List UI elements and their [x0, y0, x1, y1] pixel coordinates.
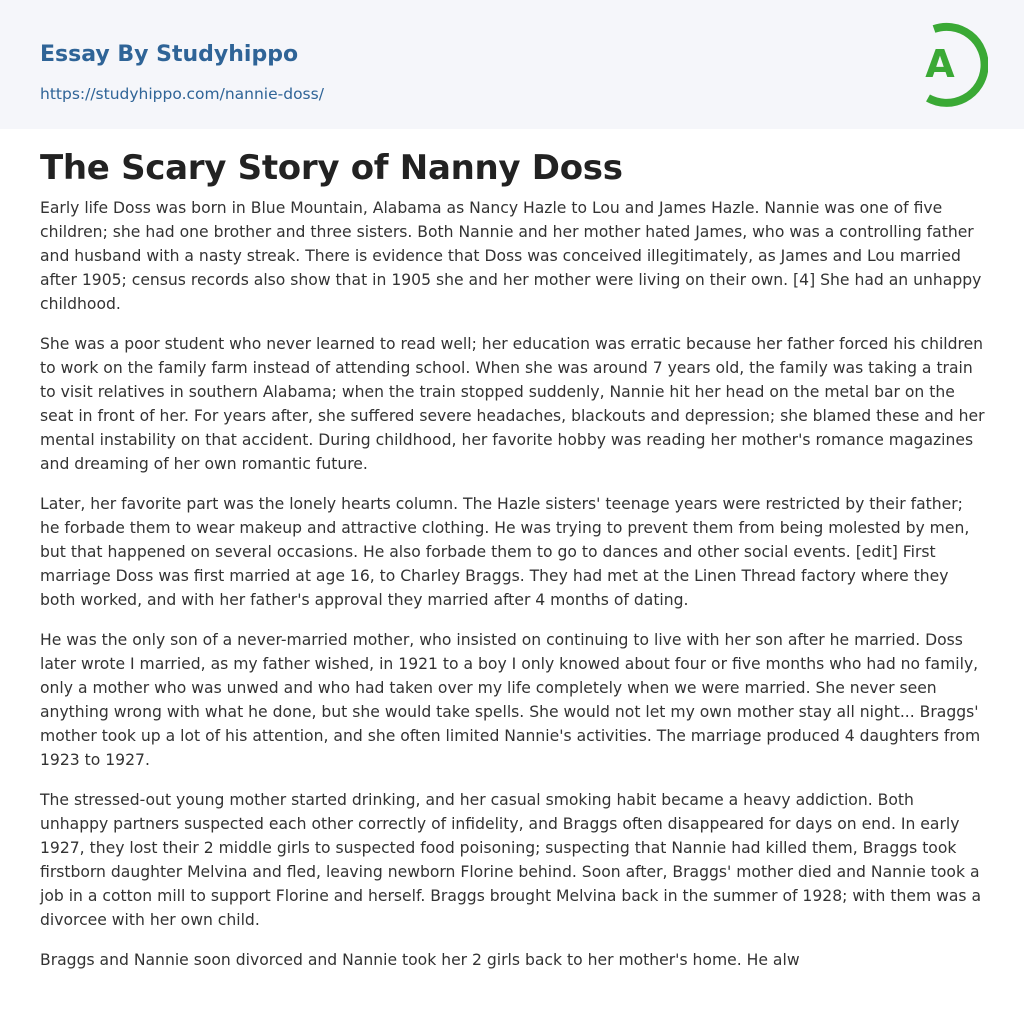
- article: [40, 146, 985, 988]
- article-paragraph: She was a poor student who never learned to read well; her education was erratic because her father forced his children to work on the family farm instead of attending school. When she was around 7 years old, the family was taking a train to visit relatives in southern Alabama; when the train stopped suddenly, Nannie hit her head on the metal bar on the seat in front of her. For years after, she suffered severe headaches, blackouts and depression; she blamed these and her mental instability on that accident. During childhood, her favorite hobby was reading her mother's romance magazines and dreaming of her own romantic future.: [40, 335, 985, 473]
- brand-title: Essay By Studyhippo: [40, 42, 299, 67]
- article-title: The Scary Story of Nanny Doss: [40, 148, 623, 188]
- article-paragraph: Early life Doss was born in Blue Mountain, Alabama as Nancy Hazle to Lou and James Hazle. Nannie was one of five children; she had one brother and three sisters. Both Nannie and her mother hated James, who was a controlling father and husband with a nasty streak. There is evidence that Doss was conceived illegitimately, as James and Lou married after 1905; census records also show that in 1905 she and her mother were living on their own. [4] She had an unhappy childhood.: [40, 199, 982, 313]
- article-paragraph: The stressed-out young mother started drinking, and her casual smoking habit became a heavy addiction. Both unhappy partners suspected each other correctly of infidelity, and Braggs often disappeared for days on end. In early 1927, they lost their 2 middle girls to suspected food poisoning; suspecting that Nannie had killed them, Braggs took firstborn daughter Melvina and fled, leaving newborn Florine behind. Soon after, Braggs' mother died and Nannie took a job in a cotton mill to support Florine and herself. Braggs brought Melvina back in the summer of 1928; with them was a divorcee with her own child.: [40, 791, 982, 929]
- logo-letter: A: [925, 42, 955, 86]
- article-paragraph: Later, her favorite part was the lonely hearts column. The Hazle sisters' teenage years were restricted by their father; he forbade them to wear makeup and attractive clothing. He was trying to prevent them from being molested by men, but that happened on several occasions. He also forbade them to go to dances and other social events. [edit] First marriage Doss was first married at age 16, to Charley Braggs. They had met at the Linen Thread factory where they both worked, and with her father's approval they married after 4 months of dating.: [40, 495, 970, 609]
- article-paragraph: He was the only son of a never-married mother, who insisted on continuing to live with her son after he married. Doss later wrote I married, as my father wished, in 1921 to a boy I only knowed about four or five months who had no family, only a mother who was unwed and who had taken over my life completely when we were married. She never seen anything wrong with what he done, but she would take spells. She would not let my own mother stay all night... Braggs' mother took up a lot of his attention, and she often limited Nannie's activities. The marriage produced 4 daughters from 1923 to 1927.: [40, 631, 981, 769]
- site-header: [0, 0, 1024, 129]
- article-paragraph: Braggs and Nannie soon divorced and Nannie took her 2 girls back to her mother's home. He alw: [40, 951, 800, 969]
- studyhippo-logo[interactable]: [908, 18, 988, 108]
- logo-a-icon: [908, 18, 988, 108]
- source-url-link[interactable]: https://studyhippo.com/nannie-doss/: [40, 85, 324, 103]
